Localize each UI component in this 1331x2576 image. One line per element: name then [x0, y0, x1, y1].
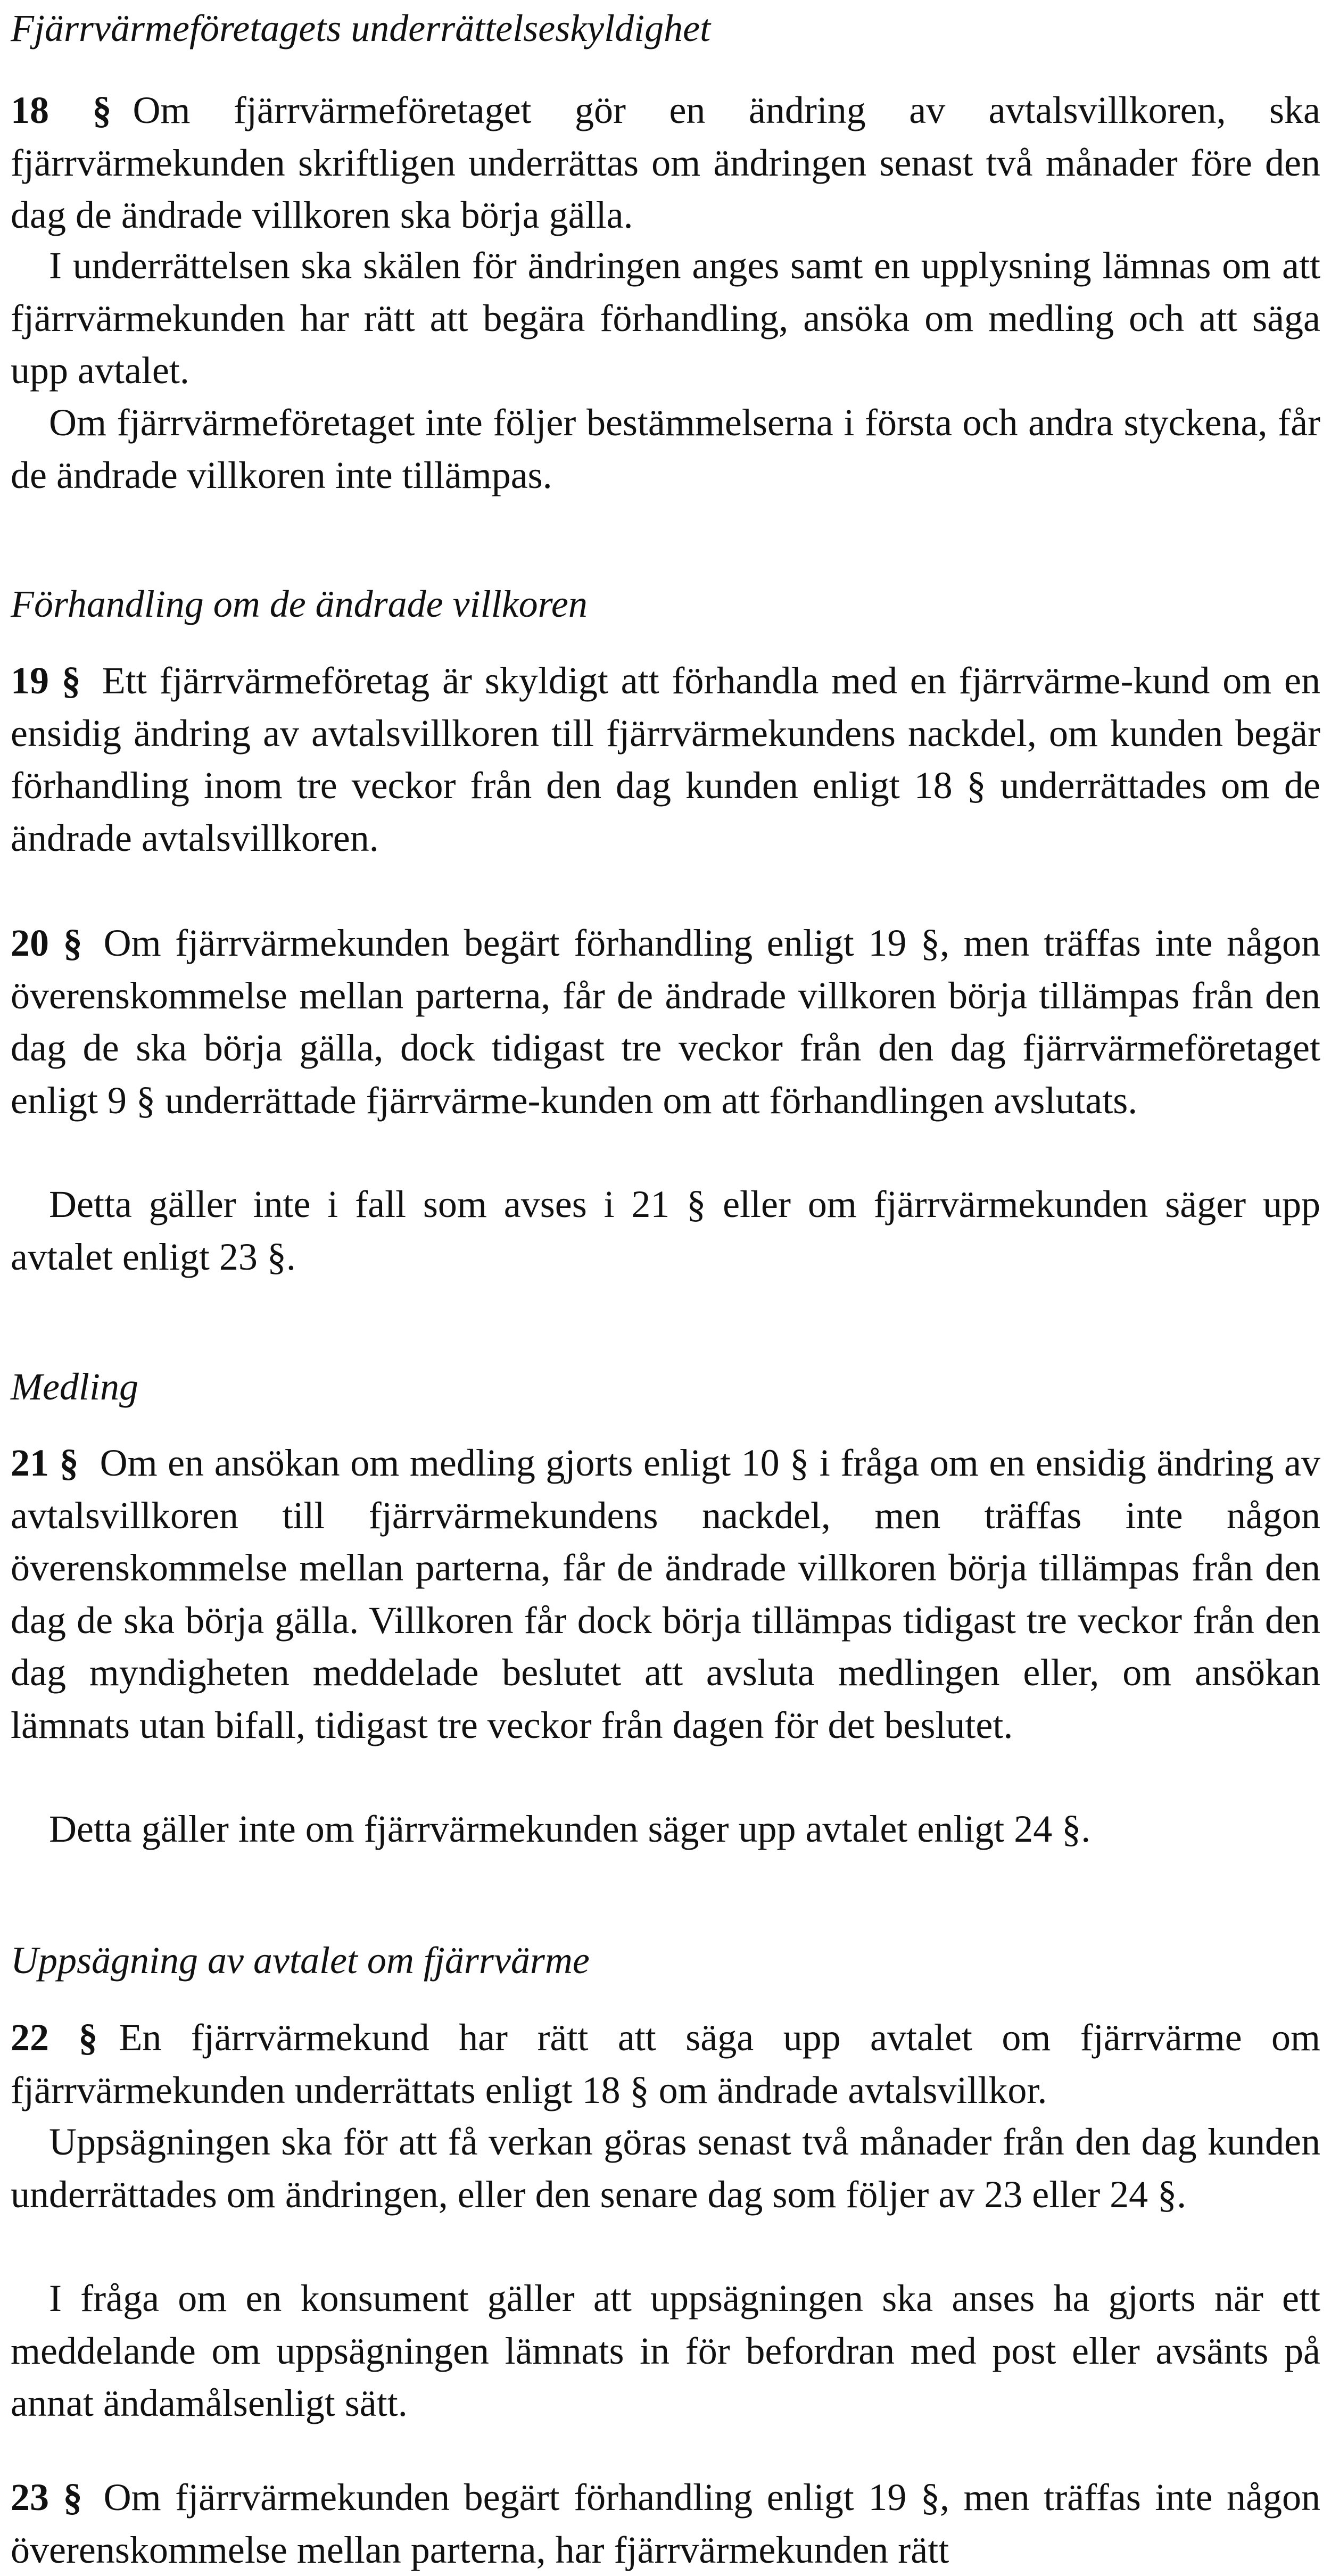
paragraph-21-text: Om en ansökan om medling gjorts enligt 10 § i fråga om en ensidig ändring av avtalsvillkoren till fjärrvärmekundens nackdel, men träffas inte någon överenskommelse mellan parterna, får de ändrade villkoren börja tillämpas från den dag de ska börja gälla. Villkoren får dock börja tillämpas tidigast tre veckor från den dag myndigheten meddelade beslutet att avsluta medlingen eller, om ansökan lämnats utan bifall, tidigast tre veckor från dagen för det beslutet. [11, 1442, 1321, 1746]
paragraph-20 [11, 917, 1320, 1127]
paragraph-22-stycke-3-text: I fråga om en konsument gäller att uppsägningen ska anses ha gjorts när ett meddelande om uppsägningen lämnats in för befordran med post eller avsänts på annat ändamålsenligt sätt. [11, 2277, 1320, 2424]
paragraph-21 [11, 1437, 1320, 1751]
paragraph-22 [11, 2011, 1320, 2116]
paragraph-22-stycke-3 [11, 2272, 1320, 2430]
paragraph-20-stycke-2-text: Detta gäller inte i fall som avses i 21 § eller om fjärrvärmekunden säger upp avtalet enligt 23 §. [11, 1183, 1320, 1278]
section-number-18: 18 § [11, 89, 112, 131]
paragraph-18-text: Om fjärrvärmeföretaget gör en ändring av avtalsvillkoren, ska fjärrvärmekunden skriftligen underrättas om ändringen senast två månader före den dag de ändrade villkoren ska börja gälla. [11, 89, 1321, 236]
paragraph-18-stycke-3-text: Om fjärrvärmeföretaget inte följer bestämmelserna i första och andra styckena, får de ändrade villkoren inte tillämpas. [11, 401, 1320, 496]
paragraph-19 [11, 655, 1320, 864]
paragraph-22-text: En fjärrvärmekund har rätt att säga upp avtalet om fjärrvärme om fjärrvärmekunden underrättats enligt 18 § om ändrade avtalsvillkor. [11, 2016, 1320, 2111]
paragraph-21-stycke-2-text: Detta gäller inte om fjärrvärmekunden säger upp avtalet enligt 24 §. [49, 1808, 1091, 1850]
paragraph-20-text: Om fjärrvärmekunden begärt förhandling enligt 19 §, men träffas inte någon överenskommelse mellan parterna, får de ändrade villkoren börja tillämpas från den dag de ska börja gälla, dock tidigast tre veckor från den dag fjärrvärmeföretaget enligt 9 § underrättade fjärrvärme-kunden om att förhandlingen avslutats. [11, 922, 1320, 1122]
paragraph-21-stycke-2 [11, 1803, 1320, 1856]
paragraph-23 [11, 2471, 1320, 2576]
paragraph-23-text: Om fjärrvärmekunden begärt förhandling enligt 19 §, men träffas inte någon överenskommelse mellan parterna, har fjärrvärmekunden rätt [11, 2476, 1320, 2571]
paragraph-18 [11, 84, 1320, 242]
section-number-22: 22 § [11, 2016, 98, 2059]
section-number-21: 21 § [11, 1442, 79, 1484]
paragraph-18-stycke-3 [11, 396, 1320, 501]
section-number-20: 20 § [11, 922, 82, 964]
paragraph-22-stycke-2-text: Uppsägningen ska för att få verkan göras senast två månader från den dag kunden underrättades om ändringen, eller den senare dag som följer av 23 eller 24 §. [11, 2121, 1320, 2216]
section-heading-underrattelseskyldighet: Fjärrvärmeföretagets underrättelseskyldighet [11, 7, 711, 49]
section-number-23: 23 § [11, 2476, 82, 2519]
paragraph-20-stycke-2 [11, 1178, 1320, 1283]
paragraph-19-text: Ett fjärrvärmeföretag är skyldigt att förhandla med en fjärrvärme-kund om en ensidig ändring av avtalsvillkoren till fjärrvärmekundens nackdel, om kunden begär förhandling inom tre veckor från den dag kunden enligt 18 § underrättades om de ändrade avtalsvillkoren. [11, 659, 1320, 859]
paragraph-18-stycke-2 [11, 239, 1320, 397]
paragraph-22-stycke-2 [11, 2116, 1320, 2221]
paragraph-18-stycke-2-text: I underrättelsen ska skälen för ändringen anges samt en upplysning lämnas om att fjärrvärmekunden har rätt att begära förhandling, ansöka om medling och att säga upp avtalet. [11, 244, 1320, 392]
section-heading-medling: Medling [11, 1365, 138, 1408]
section-number-19: 19 § [11, 659, 81, 702]
section-heading-forhandling: Förhandling om de ändrade villkoren [11, 583, 588, 625]
section-heading-uppsagning: Uppsägning av avtalet om fjärrvärme [11, 1939, 590, 1982]
